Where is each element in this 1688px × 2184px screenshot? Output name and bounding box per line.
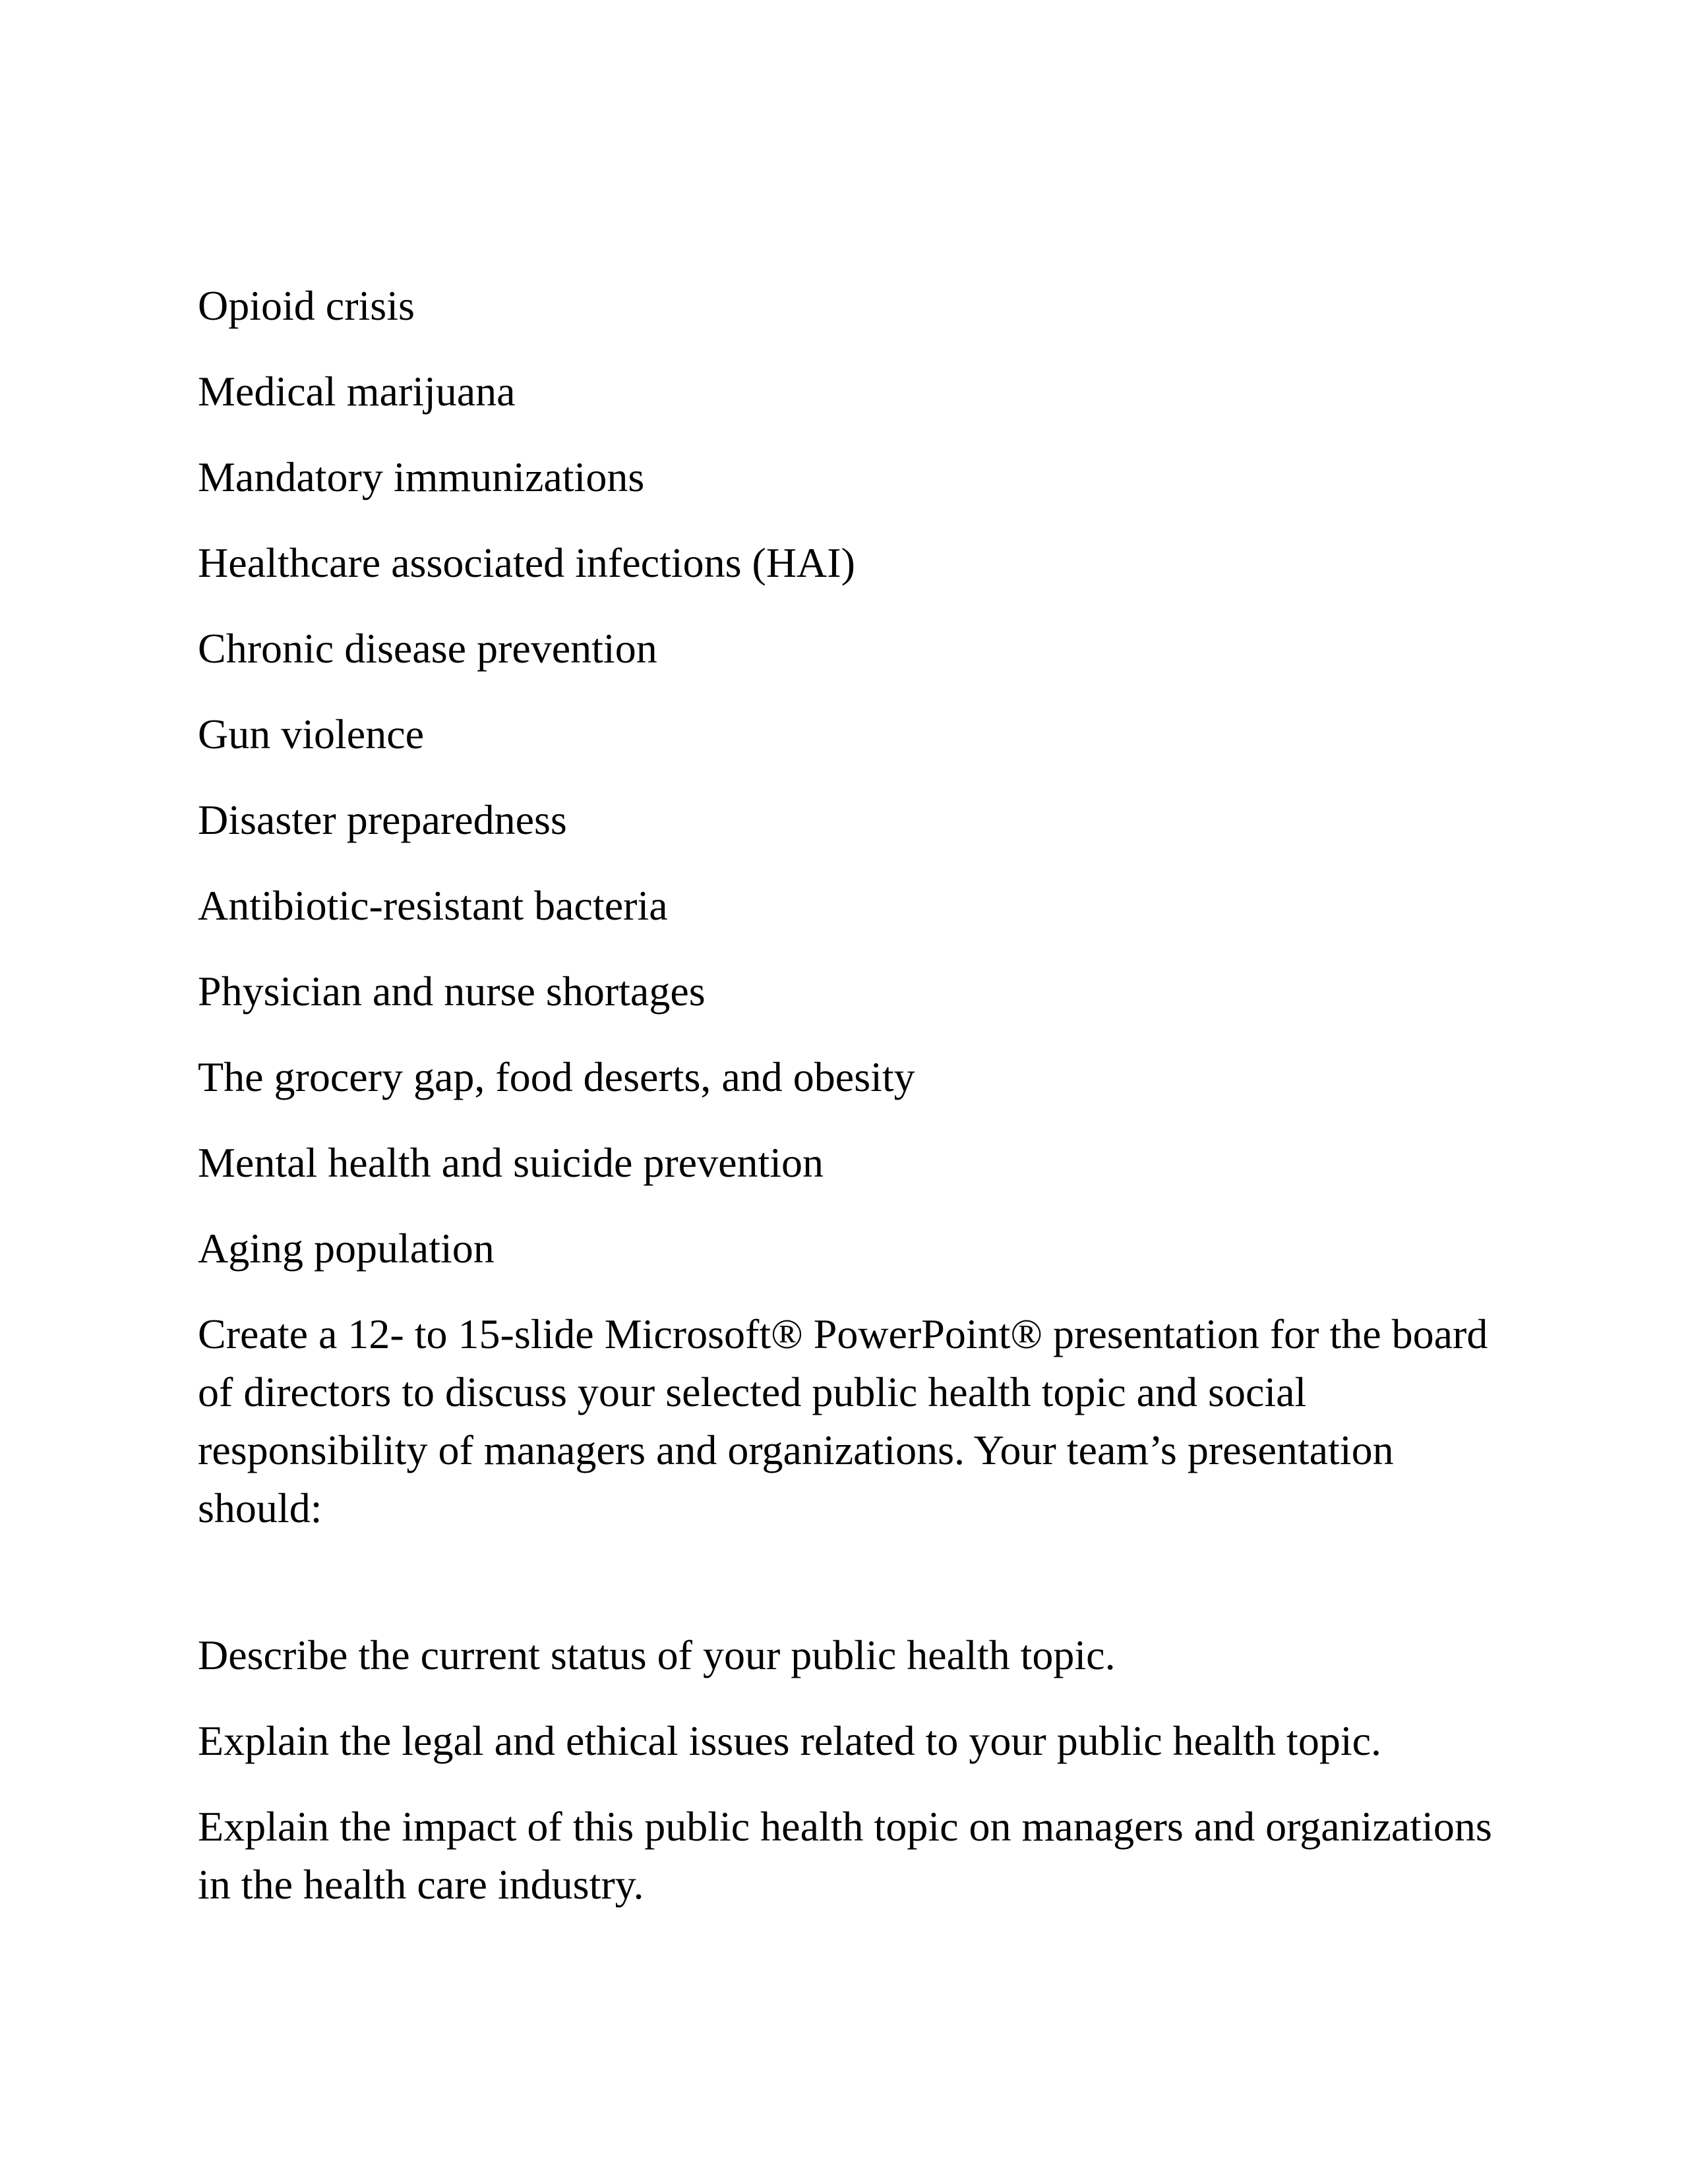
requirement-item: Explain the legal and ethical issues related to your public health topic. — [198, 1717, 1381, 1764]
topic-item: Disaster preparedness — [198, 796, 567, 843]
topic-item: The grocery gap, food deserts, and obesity — [198, 1053, 915, 1100]
instruction-paragraph: Create a 12- to 15-slide Microsoft® PowerPoint® presentation for the board of directors to discuss your selected public health topic and social responsibility of managers and organizations. Your team’s presentation should: — [198, 1311, 1488, 1531]
topic-item: Mental health and suicide prevention — [198, 1139, 824, 1186]
topic-item: Antibiotic-resistant bacteria — [198, 882, 668, 929]
document-body — [198, 277, 1517, 1941]
requirement-item: Describe the current status of your public health topic. — [198, 1632, 1116, 1678]
topic-item: Gun violence — [198, 711, 424, 757]
topic-item: Aging population — [198, 1225, 495, 1272]
topic-item: Healthcare associated infections (HAI) — [198, 539, 855, 586]
topic-item: Medical marijuana — [198, 368, 516, 415]
requirement-item: Explain the impact of this public health topic on managers and organizations in the health care industry. — [198, 1803, 1492, 1908]
topic-item: Opioid crisis — [198, 282, 415, 329]
topic-item: Physician and nurse shortages — [198, 968, 706, 1015]
topic-item: Mandatory immunizations — [198, 454, 645, 500]
topic-item: Chronic disease prevention — [198, 625, 657, 672]
